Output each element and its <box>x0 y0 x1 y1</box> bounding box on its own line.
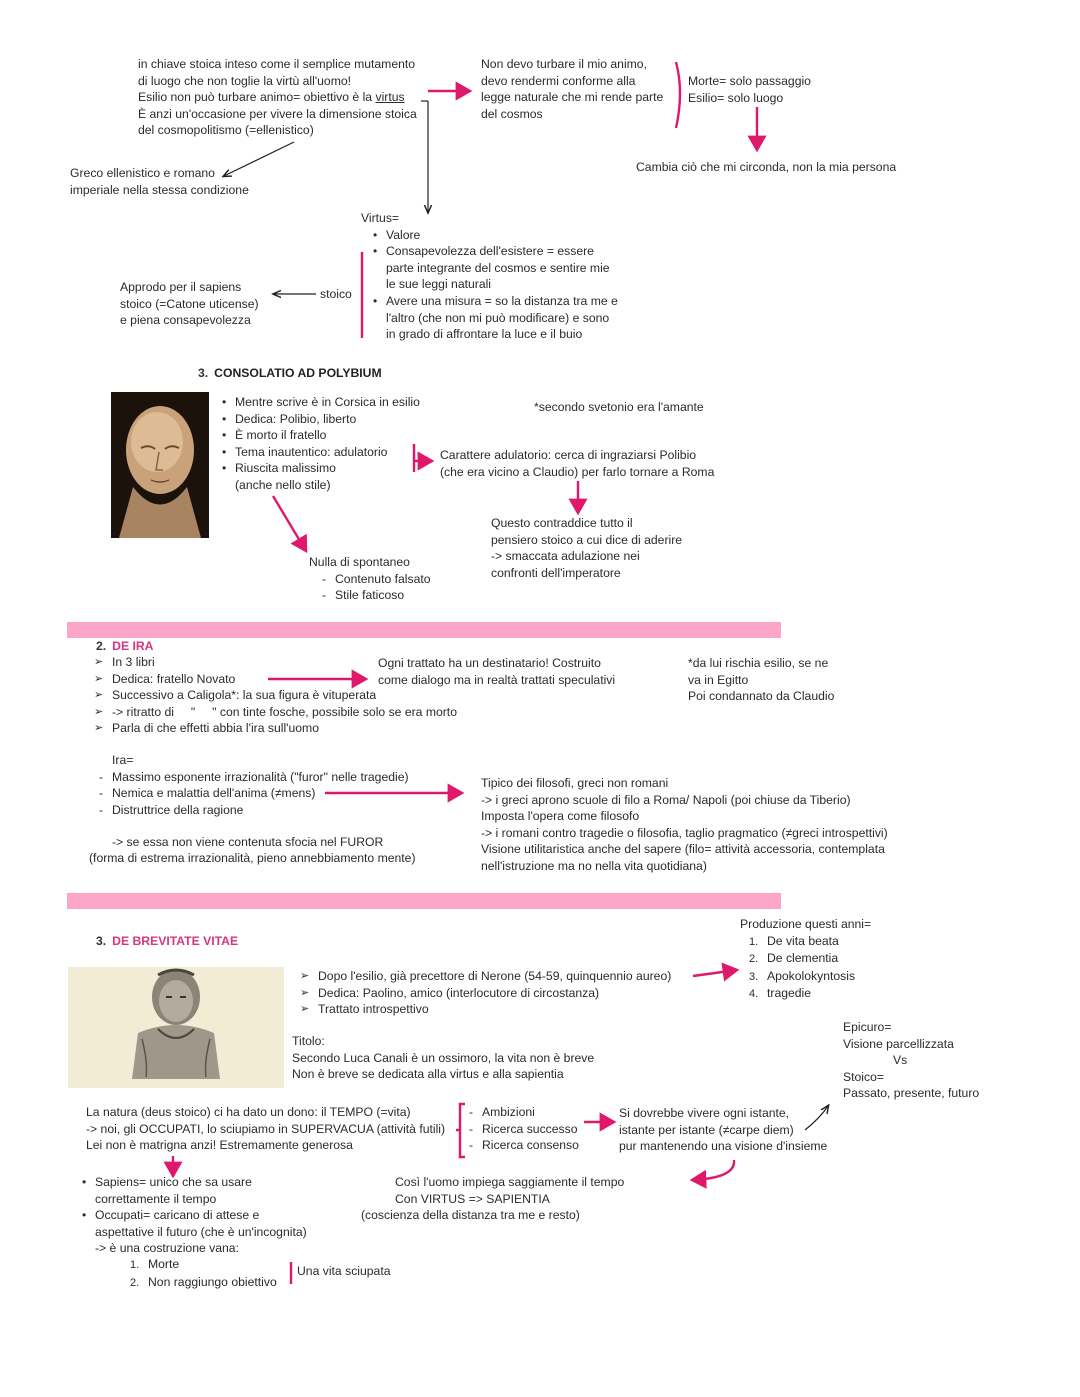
text-line: Nulla di spontaneo <box>309 555 410 569</box>
text-line: Poi condannato da Claudio <box>688 689 835 704</box>
sapiens-occupati-list <box>80 1174 307 1257</box>
text-line: legge naturale che mi rende parte <box>481 90 664 105</box>
exile-block <box>138 56 417 139</box>
section-heading-consolatio <box>198 365 382 382</box>
text-line: Greco ellenistico e romano <box>70 166 215 180</box>
section-number: 3. <box>198 366 209 380</box>
section-heading-de-ira <box>96 638 153 655</box>
list-item-cont: correttamente il tempo <box>95 1191 217 1206</box>
list-item: ➢ Dopo l'esilio, già precettore di Nerone (54-59, quinquennio aureo) <box>300 968 671 985</box>
carattere-note <box>440 447 714 480</box>
list-item: 3. Apokolokyntosis <box>749 968 856 983</box>
sciupata-note: Una vita sciupata <box>297 1264 391 1278</box>
list-item: ➢ In 3 libri <box>94 654 457 671</box>
list-item: ➢ Trattato introspettivo <box>300 1001 671 1018</box>
list-item: 2. De clementia <box>749 951 839 966</box>
text-line: confronti dell'imperatore <box>491 565 621 580</box>
furor-line-1: -> se essa non viene contenuta sfocia nel FUROR <box>112 835 384 849</box>
text-line: come dialogo ma in realtà trattati speculativi <box>378 672 616 687</box>
virtus-title: Virtus= <box>361 211 400 225</box>
text-line: La natura (deus stoico) ci ha dato un dono: il TEMPO (=vita) <box>86 1105 411 1119</box>
text-line: Si dovrebbe vivere ogni istante, <box>619 1106 790 1120</box>
destinatario-note <box>378 655 615 688</box>
list-item-cont: parte integrante del cosmos e sentire mie <box>386 260 610 275</box>
list-item: - Ricerca successo <box>466 1121 579 1138</box>
text-line: -> i romani contro tragedie o filosofia, taglio pragmatico (≠greci introspettivi) <box>481 825 888 840</box>
text-line: (che era vicino a Claudio) per farlo tornare a Roma <box>440 464 715 479</box>
animo-block <box>481 56 663 122</box>
dash-list <box>96 769 409 819</box>
text-line: Visione parcellizzata <box>843 1036 954 1051</box>
furor-line-2: (forma di estrema irrazionalità, pieno annebbiamento mente) <box>89 851 416 865</box>
list-item-cont: -> è una costruzione vana: <box>95 1241 239 1256</box>
section-number: 2. <box>96 639 107 653</box>
text-line: stoico (=Catone uticense) <box>120 296 259 311</box>
text-line: Questo contraddice tutto il <box>491 516 633 530</box>
list-item: - Distruttrice della ragione <box>96 802 409 819</box>
text-line: di luogo che non toglie la virtù all'uomo! <box>138 73 352 88</box>
text-line: Carattere adulatorio: cerca di ingraziarsi Polibio <box>440 448 697 462</box>
bullet-list <box>220 394 420 494</box>
text-line: istante per istante (≠carpe diem) <box>619 1122 794 1137</box>
consolatio-list <box>220 394 420 494</box>
text-line: in chiave stoica inteso come il semplice mutamento <box>138 57 416 71</box>
text-line: pur mantenendo una visione d'insieme <box>619 1139 828 1154</box>
text-line: va in Egitto <box>688 672 749 687</box>
text-line: imperiale nella stessa condizione <box>70 182 249 197</box>
text-line: Esilio= solo luogo <box>688 90 784 105</box>
text-line: -> smaccata adulazione nei <box>491 549 640 564</box>
section-number: 3. <box>96 934 107 948</box>
text-line: Non devo turbare il mio animo, <box>481 57 647 71</box>
contraddice-note <box>491 515 682 581</box>
list-item: • Mentre scrive è in Corsica in esilio <box>220 394 420 411</box>
text-line: Morte= solo passaggio <box>688 74 811 88</box>
list-item: ➢ Parla di che effetti abbia l'ira sull'uomo <box>94 720 457 737</box>
vivere-note <box>619 1105 827 1155</box>
list-item: 1. De vita beata <box>749 933 839 948</box>
list-item-cont: le sue leggi naturali <box>386 277 492 292</box>
list-item: - Ricerca consenso <box>466 1137 579 1154</box>
text-line: -> i greci aprono scuole di filo a Roma/ Napoli (poi chiuse da Tiberio) <box>481 792 851 807</box>
section-heading-de-brevitate <box>96 933 238 950</box>
text-line: È anzi un'occasione per vivere la dimensione stoica <box>138 106 417 121</box>
list-item: ➢ Dedica: fratello Novato <box>94 671 457 688</box>
text-line: e piena consapevolezza <box>120 313 251 328</box>
list-item: 2. Non raggiungo obiettivo <box>130 1274 277 1289</box>
list-item: - Ambizioni <box>466 1104 579 1121</box>
text-line: pensiero stoico a cui dice di aderire <box>491 532 683 547</box>
text-line: Visione utilitaristica anche del sapere (filo= attività accessoria, contemplata <box>481 842 885 857</box>
list-item: 4. tragedie <box>749 986 812 1001</box>
ira-block <box>96 752 409 818</box>
text-line: Tipico dei filosofi, greci non romani <box>481 776 669 790</box>
numbered-list <box>130 1256 277 1291</box>
list-item-cont: in grado di affrontare la luce e il buio <box>386 327 583 342</box>
text-line: Titolo: <box>292 1034 325 1048</box>
morte-block <box>688 73 811 106</box>
list-item: • Dedica: Polibio, liberto <box>220 411 420 428</box>
text-line: nell'istruzione ma no nella vita quotidiana) <box>481 858 707 873</box>
titolo-block <box>292 1033 594 1083</box>
list-item: • È morto il fratello <box>220 427 420 444</box>
text-line: Epicuro= <box>843 1020 892 1034</box>
text-line: Ogni trattato ha un destinatario! Costruito <box>378 656 601 670</box>
text-line: devo rendermi conforme alla <box>481 73 636 88</box>
text-line: Così l'uomo impiega saggiamente il tempo <box>395 1175 625 1189</box>
caligola-note <box>688 655 834 705</box>
virtus-list <box>371 227 618 343</box>
text-line: Approdo per il sapiens <box>120 280 242 294</box>
list-item-cont: l'altro (che non mi può modificare) e sono <box>386 310 610 325</box>
text-line: (coscienza della distanza tra me e resto) <box>361 1208 580 1223</box>
text-line: Con VIRTUS => SAPIENTIA <box>395 1191 550 1206</box>
text-line: -> noi, gli OCCUPATI, lo sciupiamo in SUPERVACUA (attività futili) <box>86 1121 446 1136</box>
greco-note <box>70 165 249 198</box>
text-line: Secondo Luca Canali è un ossimoro, la vita non è breve <box>292 1050 595 1065</box>
bullet-list <box>80 1174 307 1257</box>
epicuro-block <box>843 1019 979 1102</box>
text-line: Lei non è matrigna anzi! Estremamente generosa <box>86 1138 353 1153</box>
section-divider <box>67 622 781 638</box>
list-item-cont: aspettative il futuro (che è un'incognita) <box>95 1224 307 1239</box>
numbered-list <box>749 933 871 1003</box>
ira-title: Ira= <box>112 753 134 767</box>
list-item: ➢ Successivo a Caligola*: la sua figura è vituperata <box>94 687 457 704</box>
seneca-engraving <box>68 967 284 1088</box>
list-item: ➢ Dedica: Paolino, amico (interlocutore di circostanza) <box>300 985 671 1002</box>
svetonio-note: *secondo svetonio era l'amante <box>534 400 704 414</box>
brevitate-list <box>300 968 671 1018</box>
list-item: • Riuscita malissimo <box>220 460 420 477</box>
list-item: • Consapevolezza dell'esistere = essere <box>371 243 618 260</box>
text-line: Imposta l'opera come filosofo <box>481 809 640 824</box>
text-line: Esilio non può turbare animo= obiettivo è la virtus <box>138 90 405 105</box>
tipico-note <box>481 775 888 875</box>
seneca-bust-photo <box>111 392 209 538</box>
text-line: del cosmos <box>481 106 543 121</box>
list-item: ➢ -> ritratto di " " con tinte fosche, possibile solo se era morto <box>94 704 457 721</box>
list-item: 1. Morte <box>130 1257 180 1271</box>
section-title: DE IRA <box>112 639 154 653</box>
text-line: Stoico= <box>843 1069 884 1084</box>
vs-label: Vs <box>893 1053 908 1068</box>
text-line: del cosmopolitismo (=ellenistico) <box>138 123 314 138</box>
cosi-note <box>361 1174 624 1224</box>
list-item: • Sapiens= unico che sa usare <box>80 1174 307 1191</box>
virtus-underlined: virtus <box>375 90 405 105</box>
cambia-note: Cambia ciò che mi circonda, non la mia persona <box>636 160 897 174</box>
text-line: Non è breve se dedicata alla virtus e alla sapientia <box>292 1067 564 1082</box>
arrow-list <box>300 968 671 1018</box>
produzione-block <box>740 916 871 1003</box>
list-item: - Nemica e malattia dell'anima (≠mens) <box>96 785 409 802</box>
vana-list <box>130 1256 277 1291</box>
list-item: • Valore <box>371 227 618 244</box>
natura-block <box>86 1104 445 1154</box>
approdo-note <box>120 279 259 329</box>
bust-illustration <box>111 392 209 538</box>
text-line: *da lui rischia esilio, se ne <box>688 656 829 670</box>
list-item: • Avere una misura = so la distanza tra me e <box>371 293 618 310</box>
stoico-label: stoico <box>320 287 352 301</box>
list-item: • Occupati= caricano di attese e <box>80 1207 307 1224</box>
supervacua-list <box>466 1104 579 1154</box>
list-item: - Contenuto falsato <box>319 571 431 588</box>
section-title: CONSOLATIO AD POLYBIUM <box>214 366 382 380</box>
list-item: • Tema inautentico: adulatorio <box>220 444 420 461</box>
list-item: - Stile faticoso <box>319 587 431 604</box>
bust-engraving-illustration <box>68 967 284 1088</box>
dash-list <box>319 571 431 604</box>
virtus-block <box>361 210 618 343</box>
list-item: - Massimo esponente irrazionalità ("furor" nelle tragedie) <box>96 769 409 786</box>
section-divider <box>67 893 781 909</box>
nulla-note <box>309 554 431 604</box>
text-line: Passato, presente, futuro <box>843 1086 980 1101</box>
list-item-cont: (anche nello stile) <box>235 477 331 492</box>
section-title: DE BREVITATE VITAE <box>112 934 239 948</box>
dash-list <box>466 1104 579 1154</box>
produzione-title: Produzione questi anni= <box>740 917 872 931</box>
